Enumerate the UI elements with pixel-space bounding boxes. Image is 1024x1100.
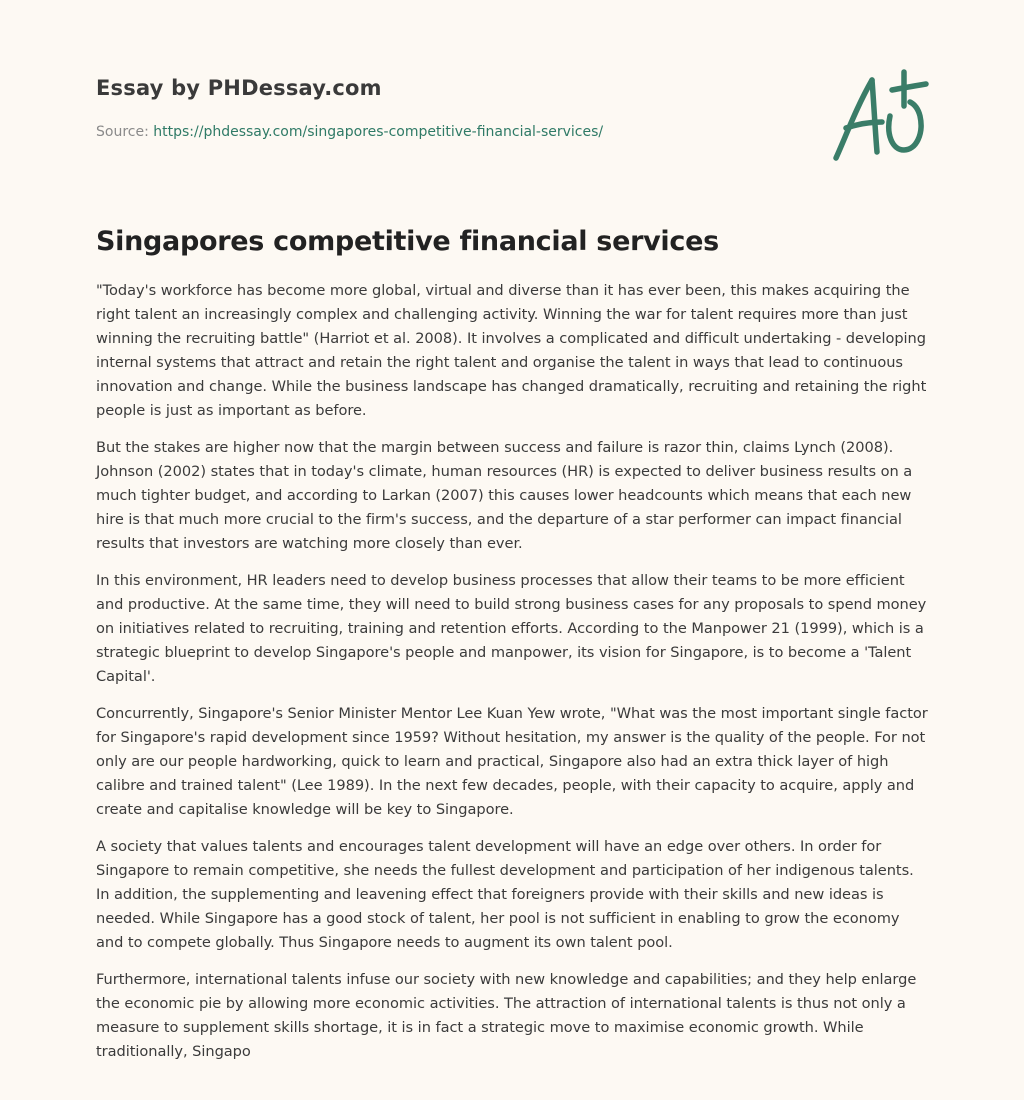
paragraph: A society that values talents and encourages talent development will have an edge over others. In order for Singapore to remain competitive, she needs the fullest development and participation of her indigenous talents. In addition, the supplementing and leavening effect that foreigners provide with their skills and new ideas is needed. While Singapore has a good stock of talent, her pool is not sufficient in enabling to grow the economy and to compete globally. Thus Singapore needs to augment its own talent pool. xyxy=(96,838,914,951)
paragraph: In this environment, HR leaders need to develop business processes that allow their teams to be more efficient and productive. At the same time, they will need to build strong business cases for any proposals to spend money on initiatives related to recruiting, training and retention efforts. According to the Manpower 21 (1999), which is a strategic blueprint to develop Singapore's people and manpower, its vision for Singapore, is to become a 'Talent Capital'. xyxy=(96,572,927,685)
paragraph: "Today's workforce has become more global, virtual and diverse than it has ever been, this makes acquiring the right talent an increasingly complex and challenging activity. Winning the war for talent requires more than just winning the recruiting battle" (Harriot et al. 2008). It involves a complicated and difficult undertaking - developing internal systems that attract and retain the right talent and organise the talent in ways that lead to continuous innovation and change. While the business landscape has changed dramatically, recruiting and retaining the right people is just as important as before. xyxy=(96,282,927,419)
source-link[interactable]: https://phdessay.com/singapores-competitive-financial-services/ xyxy=(153,124,604,140)
paragraph: Concurrently, Singapore's Senior Minister Mentor Lee Kuan Yew wrote, "What was the most important single factor for Singapore's rapid development since 1959? Without hesitation, my answer is the quality of the people. For not only are our people hardworking, quick to learn and practical, Singapore also had an extra thick layer of high calibre and trained talent" (Lee 1989). In the next few decades, people, with their capacity to acquire, apply and create and capitalise knowledge will be key to Singapore. xyxy=(96,705,928,818)
paragraph: But the stakes are higher now that the margin between success and failure is razor thin, claims Lynch (2008). Johnson (2002) states that in today's climate, human resources (HR) is expected to deliver business results on a much tighter budget, and according to Larkan (2007) this causes lower headcounts which means that each new hire is that much more crucial to the firm's success, and the departure of a star performer can impact financial results that investors are watching more closely than ever. xyxy=(96,439,913,552)
source-label: Source: xyxy=(96,124,149,140)
header xyxy=(96,0,928,200)
a-plus-logo-icon xyxy=(828,66,932,166)
essay-body xyxy=(96,279,928,1064)
essay-title: Singapores competitive financial services xyxy=(96,226,719,257)
site-title: Essay by PHDessay.com xyxy=(96,76,382,100)
paragraph: Furthermore, international talents infuse our society with new knowledge and capabilities; and they help enlarge the economic pie by allowing more economic activities. The attraction of international talents is thus not only a measure to supplement skills shortage, it is in fact a strategic move to maximise economic growth. While traditionally, Singapo xyxy=(96,971,917,1060)
source-line xyxy=(96,124,603,140)
